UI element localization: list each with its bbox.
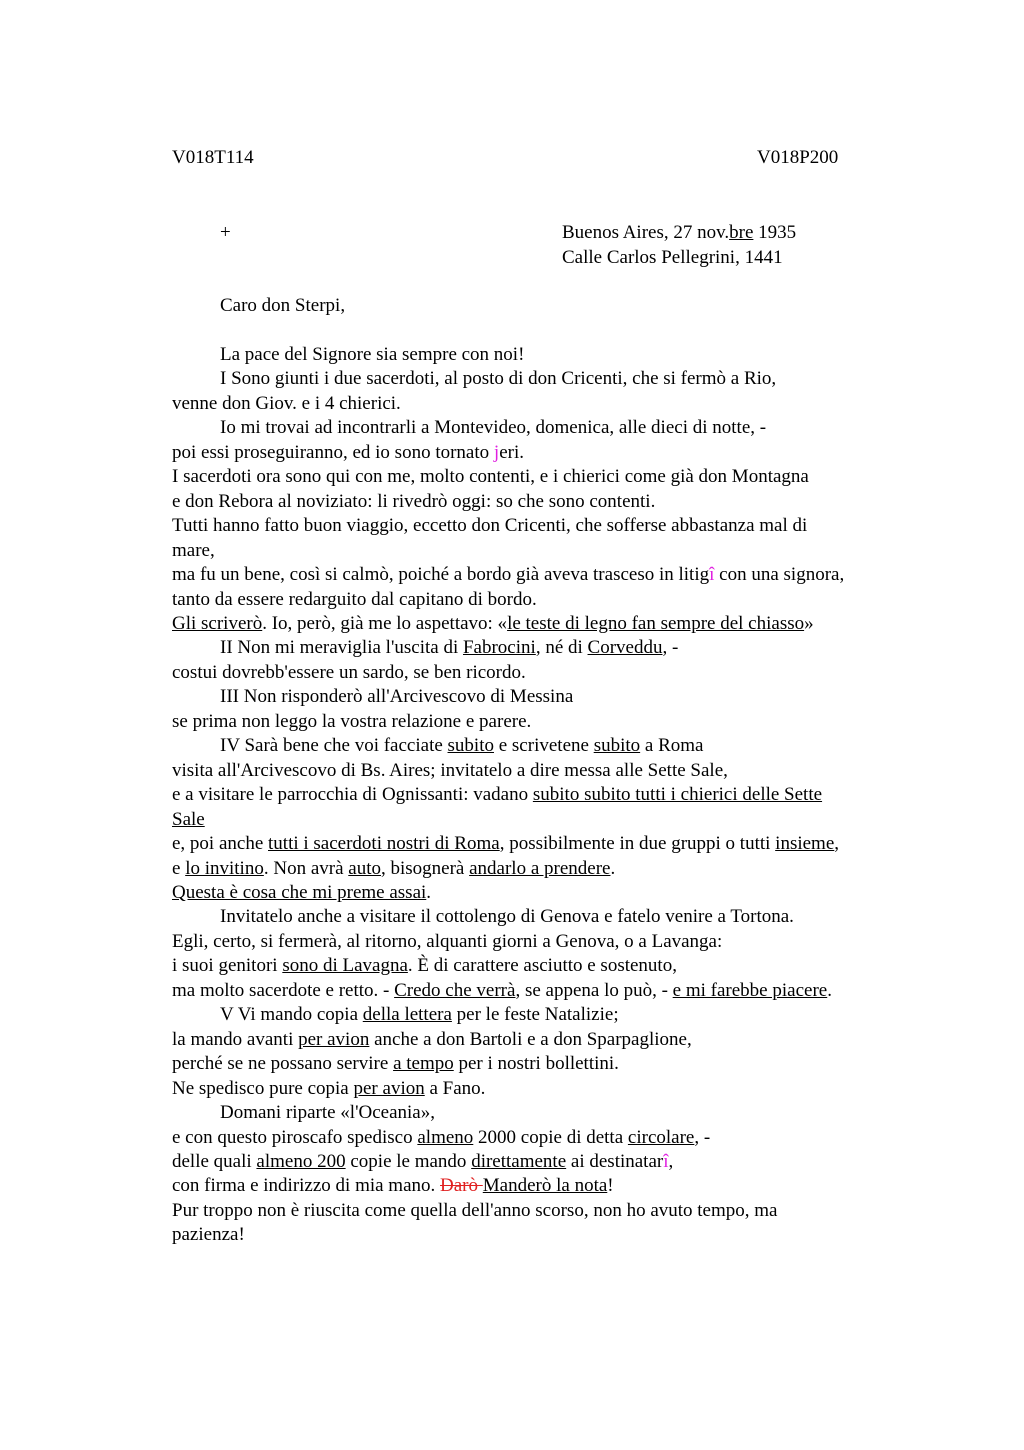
underlined-text: subito — [447, 735, 494, 757]
line-text: . — [827, 979, 832, 1001]
letter-line — [172, 367, 912, 391]
line-text: e a visitare le parrocchia di Ognissanti: vadano — [172, 784, 533, 806]
line-text: . È di carattere asciutto e sostenuto, — [407, 955, 677, 977]
line-text: I Sono giunti i due sacerdoti, al posto di don Cricenti, che si fermò a Rio, — [220, 368, 777, 390]
line-text: , — [834, 833, 840, 855]
date-prefix: Buenos Aires, 27 nov. — [562, 222, 730, 243]
letter-line — [172, 441, 912, 465]
line-text: » — [804, 612, 814, 634]
line-text: pazienza! — [172, 1224, 245, 1246]
letter-line — [172, 979, 912, 1003]
line-text: III Non risponderò all'Arcivescovo di Messina — [220, 686, 574, 708]
cross-mark: + — [220, 222, 231, 243]
underlined-text: almeno — [417, 1126, 474, 1148]
letter-line — [172, 783, 912, 807]
line-text: Domani riparte «l'Oceania», — [220, 1102, 435, 1124]
line-text: poi essi proseguiranno, ed io sono tornato — [172, 441, 494, 463]
letter-line — [172, 1101, 912, 1125]
date-line — [562, 221, 796, 246]
underlined-text: le teste di legno fan sempre del chiasso — [507, 612, 805, 634]
line-text: ! — [607, 1175, 614, 1197]
underlined-text: andarlo a prendere — [469, 857, 611, 879]
line-text: , se appena lo può, - — [515, 979, 673, 1001]
line-text: eri. — [499, 441, 524, 463]
line-text: Invitatelo anche a visitare il cottolengo di Genova e fatelo venire a Tortona. — [220, 906, 794, 928]
letter-line — [172, 1126, 912, 1150]
line-text: . Non avrà — [263, 857, 349, 879]
line-text: per i nostri bollettini. — [453, 1053, 619, 1075]
line-text: delle quali — [172, 1150, 257, 1172]
letter-line — [172, 1199, 912, 1223]
underlined-text: Sale — [172, 808, 205, 830]
line-text: ai destinatar — [566, 1150, 664, 1172]
underlined-text: sono di Lavagna — [282, 955, 408, 977]
date-month-suffix: bre — [729, 222, 754, 243]
letter-line — [172, 539, 912, 563]
line-text: , bisognerà — [380, 857, 470, 879]
line-text: ma fu un bene, così si calmò, poiché a bordo già aveva trasceso in litig — [172, 564, 710, 586]
line-text: e don Rebora al noviziato: li rivedrò oggi: so che sono contenti. — [172, 490, 656, 512]
line-text: , - — [694, 1126, 711, 1148]
letter-line — [172, 588, 912, 612]
underlined-text: insieme — [775, 833, 835, 855]
letter-place-date — [562, 221, 796, 270]
underlined-text: Manderò la nota — [482, 1175, 608, 1197]
line-text: anche a don Bartoli e a don Sparpaglione, — [369, 1028, 692, 1050]
letter-line — [172, 661, 912, 685]
deleted-text: Darò — [440, 1175, 483, 1197]
line-text: , possibilmente in due gruppi o tutti — [499, 833, 776, 855]
letter-line — [172, 563, 912, 587]
letter-line — [172, 612, 912, 636]
letter-line — [172, 905, 912, 929]
letter-body — [172, 343, 912, 1248]
document-code-right: V018P200 — [757, 147, 839, 168]
line-text: con una signora, — [714, 564, 845, 586]
line-text: Ne spedisco pure copia — [172, 1077, 354, 1099]
line-text: , né di — [535, 637, 588, 659]
letter-line — [172, 514, 912, 538]
underlined-text: a tempo — [393, 1053, 454, 1075]
line-text: 2000 copie di detta — [473, 1126, 628, 1148]
line-text: e scrivetene — [493, 735, 594, 757]
letter-line — [172, 1077, 912, 1101]
letter-line — [172, 1003, 912, 1027]
letter-line — [172, 710, 912, 734]
date-year: 1935 — [753, 222, 797, 243]
line-text: copie le mando — [345, 1150, 472, 1172]
letter-line — [172, 343, 912, 367]
underlined-text: Corveddu — [587, 637, 663, 659]
letter-line — [172, 857, 912, 881]
letter-line — [172, 881, 912, 905]
line-text: Io mi trovai ad incontrarli a Montevideo, domenica, alle dieci di notte, - — [220, 417, 767, 439]
line-text: per le feste Natalizie; — [451, 1004, 619, 1026]
letter-line — [172, 734, 912, 758]
underlined-text: Questa è cosa che mi preme assai — [172, 881, 427, 903]
line-text: Tutti hanno fatto buon viaggio, eccetto don Cricenti, che sofferse abbastanza mal di — [172, 515, 808, 537]
letter-line — [172, 1028, 912, 1052]
line-text: se prima non leggo la vostra relazione e parere. — [172, 710, 532, 732]
letter-line — [172, 759, 912, 783]
line-text: . — [610, 857, 616, 879]
line-text: e con questo piroscafo spedisco — [172, 1126, 418, 1148]
letter-line — [172, 1174, 912, 1198]
line-text: costui dovrebb'essere un sardo, se ben ricordo. — [172, 661, 526, 683]
underlined-text: circolare — [627, 1126, 695, 1148]
underlined-text: Fabrocini — [462, 637, 536, 659]
letter-line — [172, 416, 912, 440]
greeting: Caro don Sterpi, — [220, 295, 346, 316]
underlined-text: direttamente — [471, 1150, 567, 1172]
underlined-text: per avion — [353, 1077, 425, 1099]
annotation-mark: î — [663, 1150, 669, 1172]
letter-line — [172, 1223, 912, 1247]
underlined-text: della lettera — [362, 1004, 452, 1026]
line-text: visita all'Arcivescovo di Bs. Aires; invitatelo a dire messa alle Sette Sale, — [172, 759, 728, 781]
line-text: la mando avanti — [172, 1028, 299, 1050]
line-text: V Vi mando copia — [220, 1004, 363, 1026]
letter-line — [172, 1150, 912, 1174]
underlined-text: almeno 200 — [256, 1150, 346, 1172]
letter-line — [172, 808, 912, 832]
underlined-text: auto — [348, 857, 381, 879]
underlined-text: per avion — [298, 1028, 370, 1050]
underlined-text: subito subito tutti i chierici delle Sette — [532, 784, 823, 806]
letter-line — [172, 1052, 912, 1076]
address-line: Calle Carlos Pellegrini, 1441 — [562, 246, 783, 268]
line-text: a Roma — [640, 735, 704, 757]
line-text: con firma e indirizzo di mia mano. — [172, 1175, 441, 1197]
document-code-left: V018T114 — [172, 147, 254, 168]
underlined-text: Credo che verrà — [394, 979, 516, 1001]
line-text: venne don Giov. e i 4 chierici. — [172, 392, 401, 414]
line-text: tanto da essere redarguito dal capitano di bordo. — [172, 588, 537, 610]
letter-line — [172, 490, 912, 514]
line-text: mare, — [172, 539, 215, 561]
line-text: i suoi genitori — [172, 955, 283, 977]
underlined-text: Gli scriverò — [172, 612, 263, 634]
line-text: La pace del Signore sia sempre con noi! — [220, 344, 525, 365]
annotation-mark: j — [493, 441, 500, 463]
letter-line — [172, 954, 912, 978]
letter-line — [172, 465, 912, 489]
line-text: IV Sarà bene che voi facciate — [220, 735, 448, 757]
line-text: e — [172, 857, 186, 879]
line-text: perché se ne possano servire — [172, 1053, 394, 1075]
letter-line — [172, 392, 912, 416]
underlined-text: subito — [593, 735, 641, 757]
letter-line — [172, 685, 912, 709]
line-text: I sacerdoti ora sono qui con me, molto contenti, e i chierici come già don Montagna — [172, 466, 809, 488]
line-text: II Non mi meraviglia l'uscita di — [220, 637, 463, 659]
letter-line — [172, 636, 912, 660]
line-text: a Fano. — [424, 1077, 486, 1099]
underlined-text: e mi farebbe piacere — [672, 979, 828, 1001]
line-text: . — [426, 881, 432, 903]
line-text: Egli, certo, si fermerà, al ritorno, alquanti giorni a Genova, o a Lavanga: — [172, 930, 723, 952]
underlined-text: tutti i sacerdoti nostri di Roma — [268, 833, 500, 855]
underlined-text: lo invitino — [185, 857, 264, 879]
line-text: , - — [662, 637, 679, 659]
annotation-mark: î — [709, 564, 715, 586]
line-text: e, poi anche — [172, 833, 269, 855]
line-text: Pur troppo non è riuscita come quella dell'anno scorso, non ho avuto tempo, ma — [172, 1199, 778, 1221]
line-text: . Io, però, già me lo aspettavo: « — [262, 612, 508, 634]
line-text: ma molto sacerdote e retto. - — [172, 979, 395, 1001]
letter-line — [172, 832, 912, 856]
letter-line — [172, 930, 912, 954]
line-text: , — [668, 1150, 674, 1172]
